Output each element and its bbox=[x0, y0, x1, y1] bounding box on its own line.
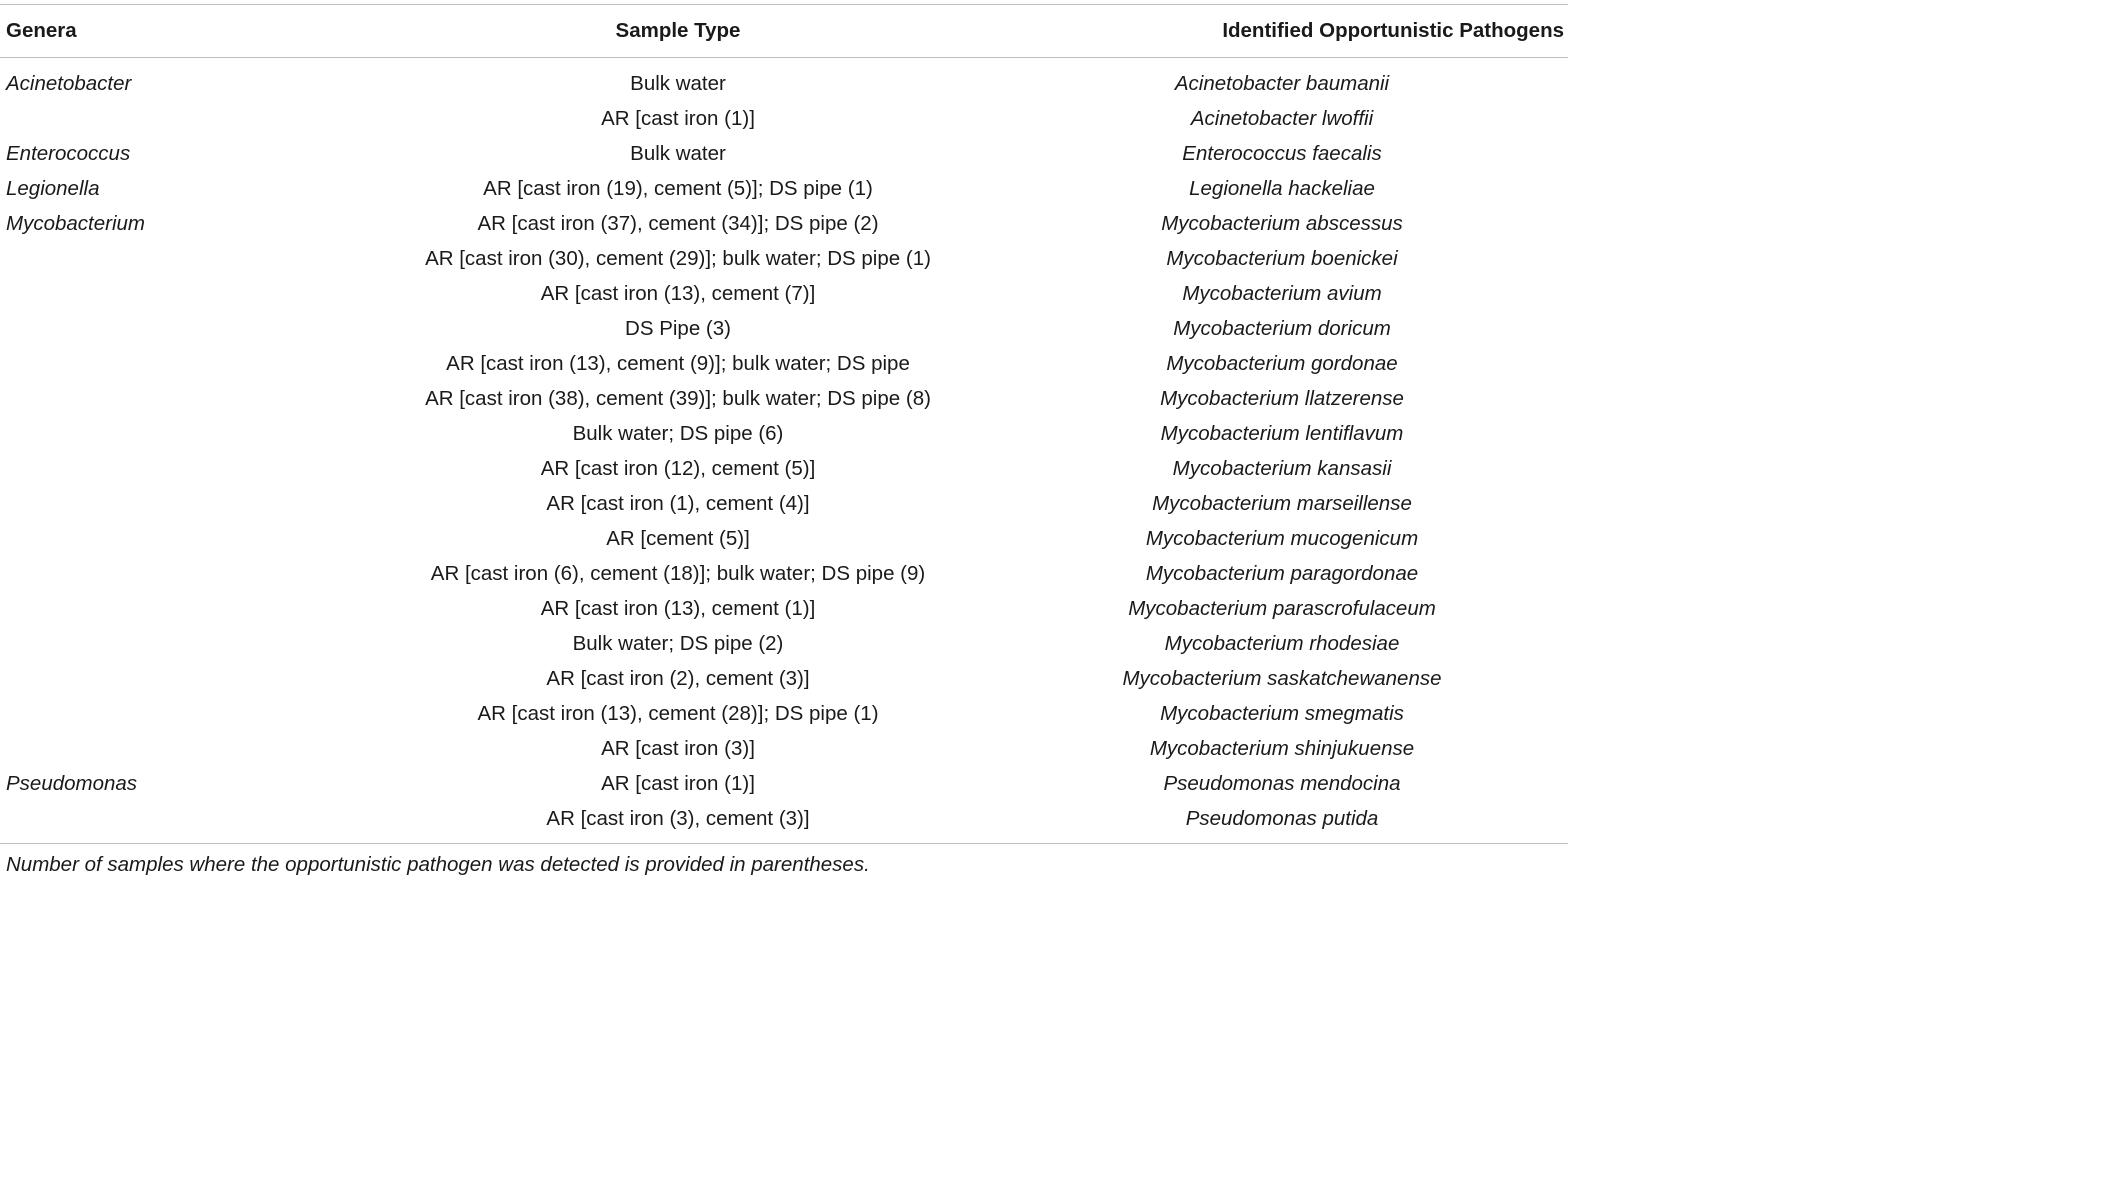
cell-genus: Legionella bbox=[6, 177, 100, 200]
cell-genus: Pseudomonas bbox=[6, 772, 138, 795]
cell-sample-type: AR [cast iron (3)] bbox=[601, 737, 755, 760]
table-row bbox=[0, 661, 1568, 696]
table-row bbox=[0, 556, 1568, 591]
table-row bbox=[0, 591, 1568, 626]
cell-sample-type: AR [cast iron (13), cement (9)]; bulk water; DS pipe bbox=[446, 352, 910, 375]
table-row bbox=[0, 66, 1568, 101]
cell-sample-type: Bulk water; DS pipe (2) bbox=[572, 632, 784, 655]
cell-sample-type: AR [cast iron (6), cement (18)]; bulk water; DS pipe (9) bbox=[430, 562, 926, 585]
header-sample-type: Sample Type bbox=[615, 19, 741, 42]
table-top-rule bbox=[0, 4, 1568, 5]
table-row bbox=[0, 206, 1568, 241]
table-body bbox=[0, 66, 1568, 836]
table-row bbox=[0, 626, 1568, 661]
cell-sample-type: AR [cast iron (1)] bbox=[601, 772, 755, 795]
cell-genus: Enterococcus bbox=[6, 142, 131, 165]
cell-pathogen: Mycobacterium lentiflavum bbox=[1160, 422, 1404, 445]
cell-genus bbox=[0, 731, 360, 766]
cell-pathogen: Mycobacterium shinjukuense bbox=[1149, 737, 1415, 760]
cell-genus bbox=[0, 101, 360, 136]
cell-genus: Mycobacterium bbox=[6, 212, 145, 235]
cell-pathogen: Mycobacterium marseillense bbox=[1152, 492, 1412, 515]
pathogen-table bbox=[0, 13, 1568, 836]
table-row bbox=[0, 346, 1568, 381]
cell-pathogen: Mycobacterium saskatchewanense bbox=[1122, 667, 1442, 690]
table-row bbox=[0, 521, 1568, 556]
table-header-row bbox=[0, 13, 1568, 48]
table-row bbox=[0, 731, 1568, 766]
cell-sample-type: AR [cast iron (2), cement (3)] bbox=[546, 667, 810, 690]
cell-sample-type: AR [cast iron (38), cement (39)]; bulk water; DS pipe (8) bbox=[425, 387, 931, 410]
cell-pathogen: Mycobacterium parascrofulaceum bbox=[1128, 597, 1436, 620]
cell-pathogen: Acinetobacter lwoffii bbox=[1190, 107, 1374, 130]
cell-sample-type: Bulk water bbox=[630, 72, 726, 95]
cell-pathogen: Mycobacterium mucogenicum bbox=[1145, 527, 1419, 550]
cell-pathogen: Enterococcus faecalis bbox=[1182, 142, 1382, 165]
table-footnote: Number of samples where the opportunistic pathogen was detected is provided in parentheses. bbox=[6, 853, 870, 876]
table-row bbox=[0, 311, 1568, 346]
cell-genus bbox=[0, 626, 360, 661]
cell-genus bbox=[0, 801, 360, 836]
cell-genus bbox=[0, 696, 360, 731]
cell-pathogen: Mycobacterium doricum bbox=[1173, 317, 1391, 340]
cell-pathogen: Mycobacterium llatzerense bbox=[1160, 387, 1404, 410]
cell-genus bbox=[0, 556, 360, 591]
cell-sample-type: AR [cast iron (1)] bbox=[601, 107, 755, 130]
table-row bbox=[0, 136, 1568, 171]
table-row bbox=[0, 801, 1568, 836]
cell-sample-type: AR [cast iron (37), cement (34)]; DS pipe (2) bbox=[477, 212, 879, 235]
cell-pathogen: Pseudomonas mendocina bbox=[1163, 772, 1401, 795]
table-bottom-rule bbox=[0, 843, 1568, 844]
cell-sample-type: DS Pipe (3) bbox=[625, 317, 731, 340]
cell-pathogen: Mycobacterium gordonae bbox=[1166, 352, 1398, 375]
cell-pathogen: Pseudomonas putida bbox=[1185, 807, 1379, 830]
cell-genus bbox=[0, 486, 360, 521]
cell-pathogen: Mycobacterium avium bbox=[1182, 282, 1382, 305]
cell-sample-type: AR [cast iron (19), cement (5)]; DS pipe (1) bbox=[483, 177, 873, 200]
cell-genus bbox=[0, 241, 360, 276]
table-row bbox=[0, 171, 1568, 206]
cell-sample-type: AR [cast iron (3), cement (3)] bbox=[546, 807, 810, 830]
cell-pathogen: Mycobacterium abscessus bbox=[1161, 212, 1403, 235]
cell-pathogen: Mycobacterium kansasii bbox=[1172, 457, 1392, 480]
cell-genus bbox=[0, 381, 360, 416]
cell-genus bbox=[0, 591, 360, 626]
header-pathogens: Identified Opportunistic Pathogens bbox=[1222, 19, 1564, 42]
cell-pathogen: Legionella hackeliae bbox=[1189, 177, 1375, 200]
cell-pathogen: Acinetobacter baumanii bbox=[1174, 72, 1390, 95]
table-row bbox=[0, 381, 1568, 416]
cell-genus bbox=[0, 521, 360, 556]
cell-sample-type: AR [cast iron (13), cement (7)] bbox=[540, 282, 816, 305]
cell-sample-type: AR [cast iron (13), cement (28)]; DS pipe (1) bbox=[477, 702, 879, 725]
cell-sample-type: AR [cement (5)] bbox=[606, 527, 750, 550]
cell-genus bbox=[0, 416, 360, 451]
cell-sample-type: AR [cast iron (12), cement (5)] bbox=[540, 457, 816, 480]
table-row bbox=[0, 101, 1568, 136]
table-row bbox=[0, 451, 1568, 486]
table-row bbox=[0, 416, 1568, 451]
table-row bbox=[0, 486, 1568, 521]
header-genera: Genera bbox=[6, 19, 77, 42]
cell-pathogen: Mycobacterium smegmatis bbox=[1160, 702, 1404, 725]
cell-genus: Acinetobacter bbox=[6, 72, 132, 95]
cell-sample-type: Bulk water; DS pipe (6) bbox=[572, 422, 784, 445]
cell-pathogen: Mycobacterium rhodesiae bbox=[1164, 632, 1400, 655]
cell-pathogen: Mycobacterium paragordonae bbox=[1145, 562, 1419, 585]
cell-genus bbox=[0, 346, 360, 381]
cell-pathogen: Mycobacterium boenickei bbox=[1166, 247, 1398, 270]
table-row bbox=[0, 766, 1568, 801]
cell-sample-type: AR [cast iron (30), cement (29)]; bulk water; DS pipe (1) bbox=[425, 247, 931, 270]
table-row bbox=[0, 241, 1568, 276]
cell-sample-type: AR [cast iron (13), cement (1)] bbox=[540, 597, 816, 620]
cell-genus bbox=[0, 276, 360, 311]
table-row bbox=[0, 276, 1568, 311]
cell-genus bbox=[0, 311, 360, 346]
cell-genus bbox=[0, 451, 360, 486]
cell-sample-type: Bulk water bbox=[630, 142, 726, 165]
table-row bbox=[0, 696, 1568, 731]
cell-sample-type: AR [cast iron (1), cement (4)] bbox=[546, 492, 810, 515]
cell-genus bbox=[0, 661, 360, 696]
